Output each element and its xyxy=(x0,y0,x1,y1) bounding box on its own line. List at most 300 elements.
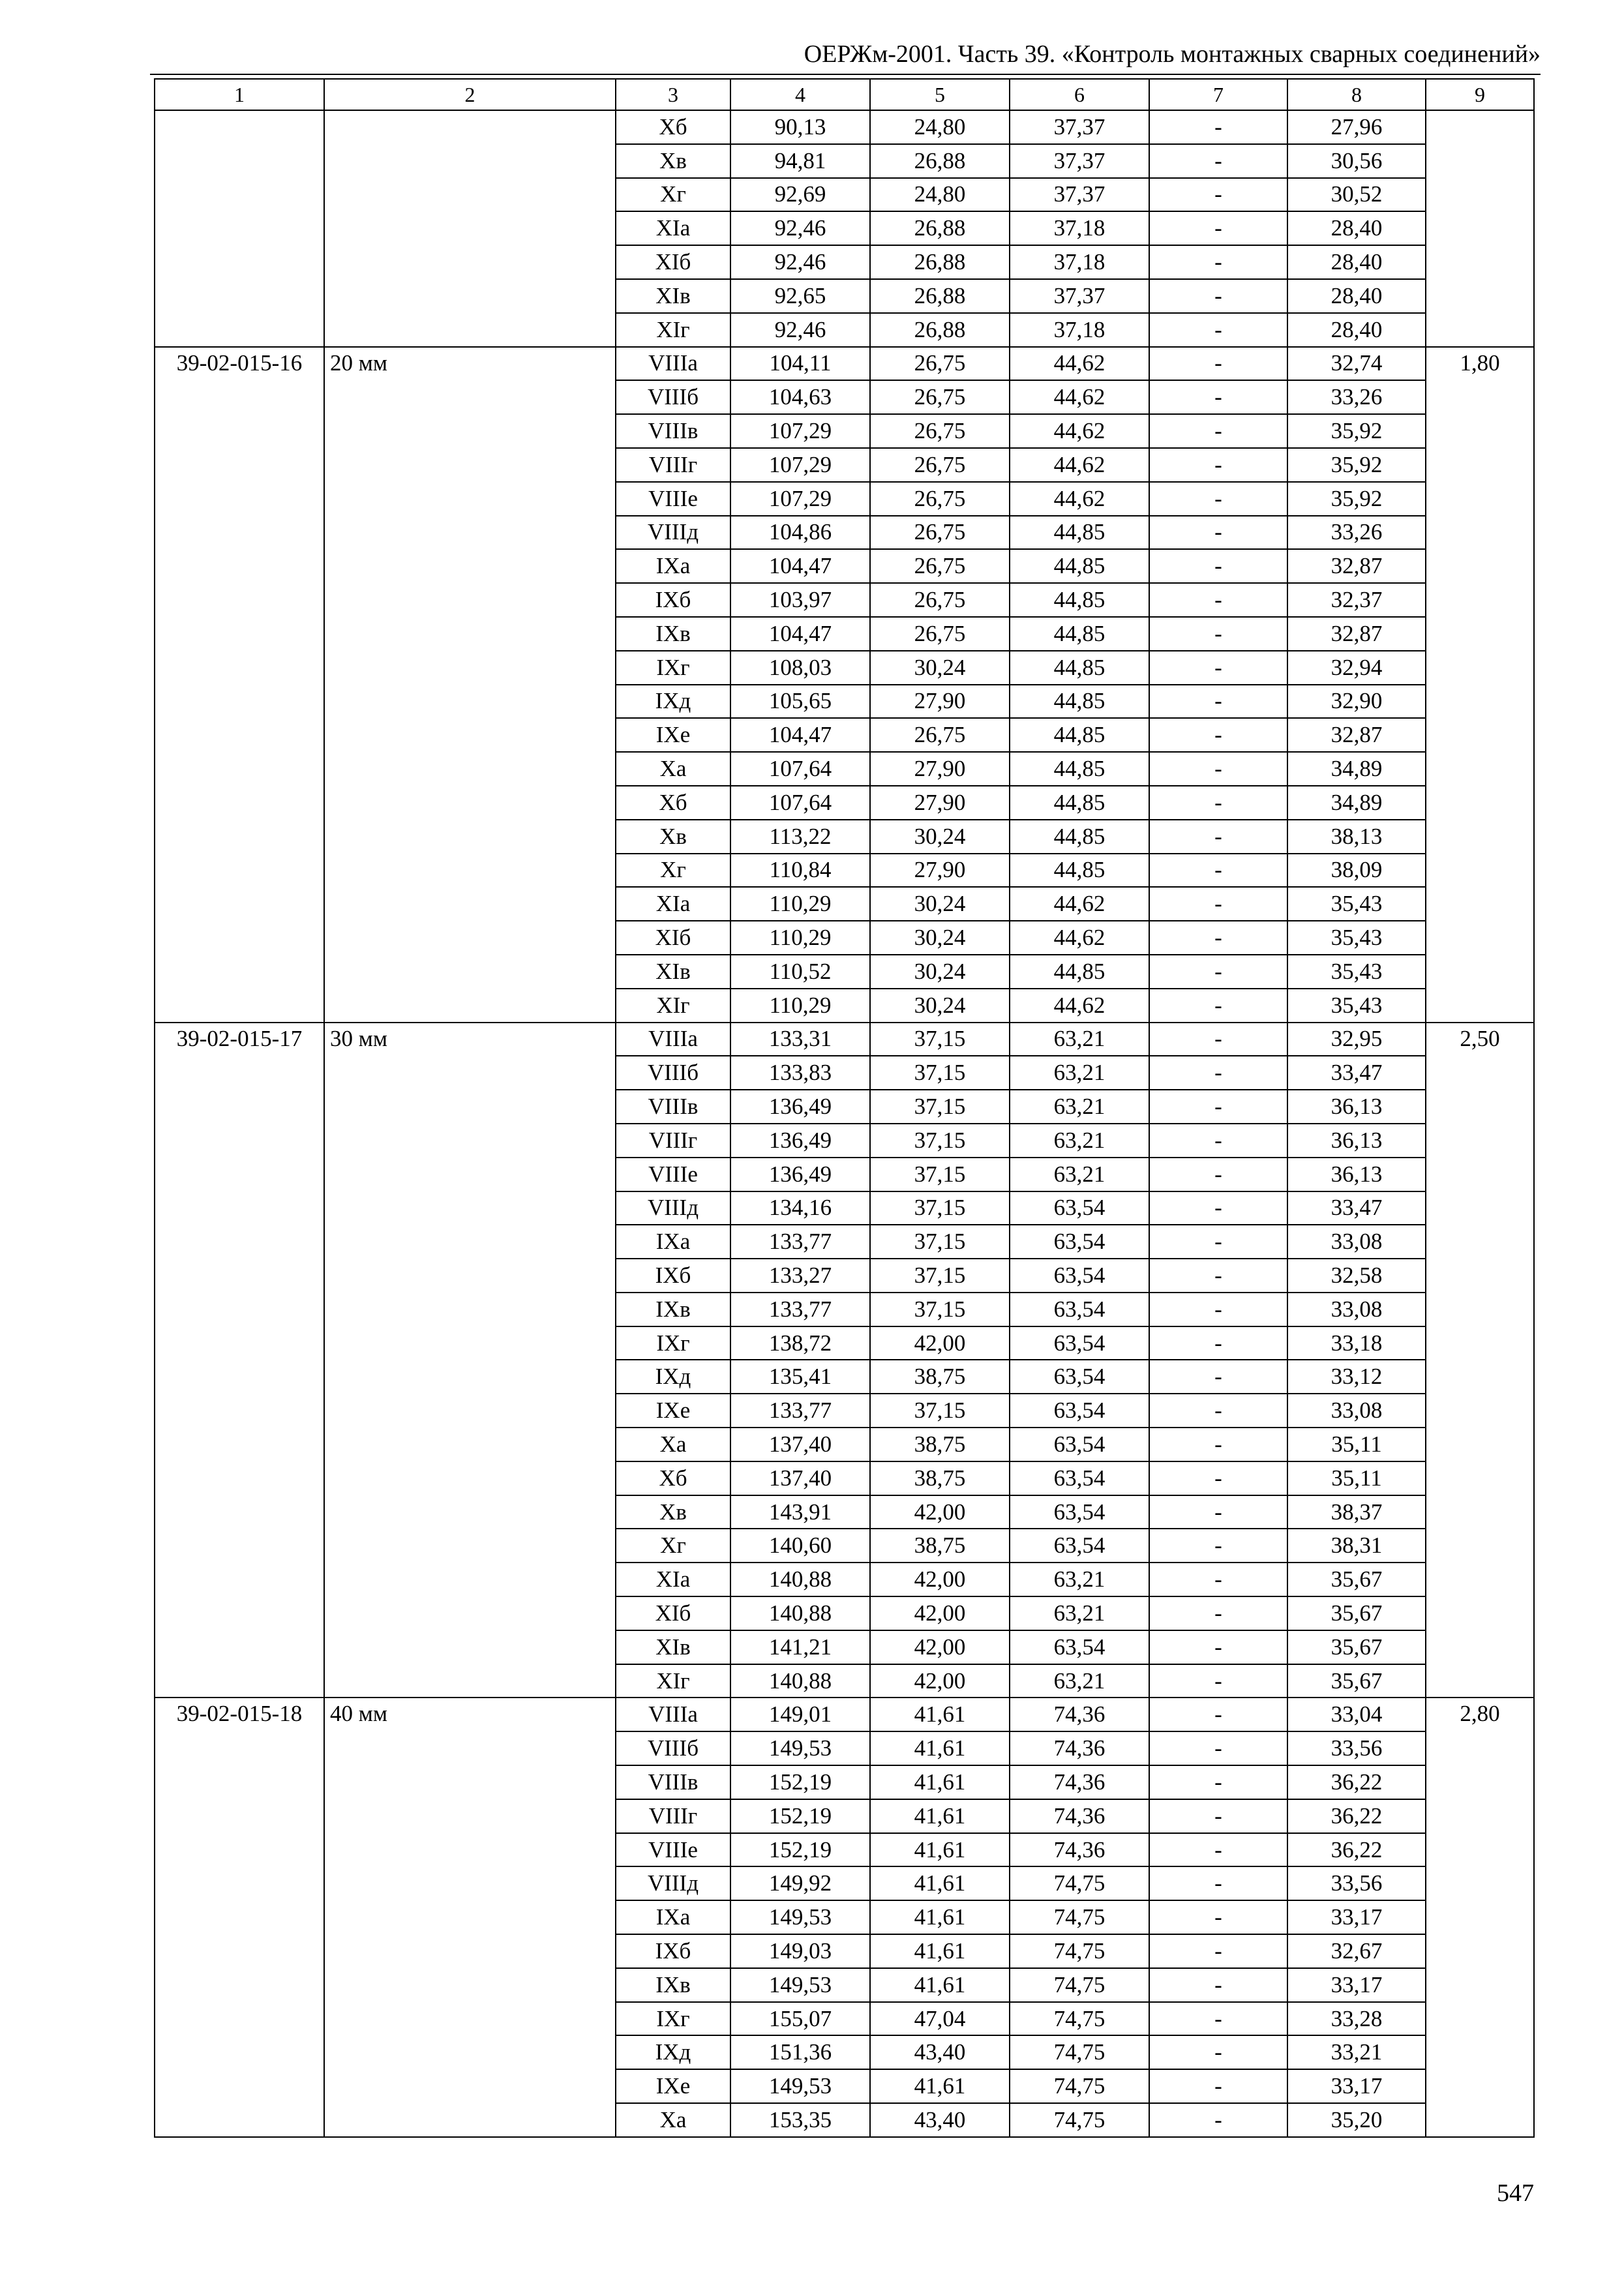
materials-cost-cell: 27,96 xyxy=(1287,110,1426,144)
operator-wage-cell: - xyxy=(1149,1428,1287,1461)
materials-cost-cell: 35,43 xyxy=(1287,955,1426,989)
labor-cost-cell: 37,15 xyxy=(870,1090,1010,1124)
thickness-cell xyxy=(324,110,616,347)
total-cost-cell: 151,36 xyxy=(730,2035,870,2069)
operator-wage-cell: - xyxy=(1149,1394,1287,1428)
category-cell: IXв xyxy=(616,617,730,651)
labor-cost-cell: 41,61 xyxy=(870,1866,1010,1900)
machine-cost-cell: 37,37 xyxy=(1010,279,1149,313)
labor-cost-cell: 26,75 xyxy=(870,380,1010,414)
labor-cost-cell: 37,15 xyxy=(870,1259,1010,1293)
operator-wage-cell: - xyxy=(1149,1630,1287,1664)
machine-cost-cell: 44,85 xyxy=(1010,786,1149,820)
labor-cost-cell: 26,88 xyxy=(870,313,1010,347)
total-cost-cell: 104,63 xyxy=(730,380,870,414)
operator-wage-cell: - xyxy=(1149,1664,1287,1698)
category-cell: IXг xyxy=(616,651,730,685)
labor-cost-cell: 30,24 xyxy=(870,820,1010,854)
column-number: 6 xyxy=(1010,79,1149,110)
table-row xyxy=(155,1698,1534,1731)
category-cell: VIIIг xyxy=(616,448,730,482)
labor-cost-cell: 41,61 xyxy=(870,1900,1010,1934)
machine-cost-cell: 63,54 xyxy=(1010,1428,1149,1461)
operator-wage-cell: - xyxy=(1149,1833,1287,1867)
labor-cost-cell: 26,88 xyxy=(870,211,1010,245)
machine-cost-cell: 44,62 xyxy=(1010,347,1149,381)
total-cost-cell: 105,65 xyxy=(730,685,870,719)
operator-wage-cell: - xyxy=(1149,1259,1287,1293)
machine-cost-cell: 74,75 xyxy=(1010,1900,1149,1934)
operator-wage-cell: - xyxy=(1149,1461,1287,1495)
materials-cost-cell: 28,40 xyxy=(1287,279,1426,313)
total-cost-cell: 107,29 xyxy=(730,448,870,482)
rate-code-cell: 39-02-015-17 xyxy=(155,1023,324,1698)
materials-cost-cell: 36,13 xyxy=(1287,1090,1426,1124)
total-cost-cell: 137,40 xyxy=(730,1461,870,1495)
machine-cost-cell: 74,75 xyxy=(1010,2069,1149,2103)
materials-cost-cell: 35,67 xyxy=(1287,1664,1426,1698)
column-number-row xyxy=(155,79,1534,110)
machine-cost-cell: 63,21 xyxy=(1010,1158,1149,1191)
machine-cost-cell: 44,85 xyxy=(1010,651,1149,685)
labor-cost-cell: 37,15 xyxy=(870,1023,1010,1056)
operator-wage-cell: - xyxy=(1149,1023,1287,1056)
operator-wage-cell: - xyxy=(1149,887,1287,921)
total-cost-cell: 103,97 xyxy=(730,583,870,617)
materials-cost-cell: 33,18 xyxy=(1287,1326,1426,1360)
category-cell: VIIIв xyxy=(616,1765,730,1799)
total-cost-cell: 92,69 xyxy=(730,178,870,212)
total-cost-cell: 149,01 xyxy=(730,1698,870,1731)
operator-wage-cell: - xyxy=(1149,1191,1287,1225)
category-cell: VIIIб xyxy=(616,1731,730,1765)
machine-cost-cell: 63,54 xyxy=(1010,1293,1149,1326)
labor-cost-cell: 26,75 xyxy=(870,617,1010,651)
labor-cost-cell: 37,15 xyxy=(870,1191,1010,1225)
machine-cost-cell: 63,54 xyxy=(1010,1461,1149,1495)
category-cell: IXв xyxy=(616,1968,730,2002)
operator-wage-cell: - xyxy=(1149,1563,1287,1596)
labor-cost-cell: 42,00 xyxy=(870,1630,1010,1664)
machine-cost-cell: 74,75 xyxy=(1010,1934,1149,1968)
materials-cost-cell: 35,11 xyxy=(1287,1428,1426,1461)
machine-cost-cell: 44,85 xyxy=(1010,955,1149,989)
operator-wage-cell: - xyxy=(1149,2035,1287,2069)
column-number: 7 xyxy=(1149,79,1287,110)
labor-cost-cell: 30,24 xyxy=(870,887,1010,921)
materials-cost-cell: 33,47 xyxy=(1287,1191,1426,1225)
machine-cost-cell: 37,37 xyxy=(1010,178,1149,212)
machine-cost-cell: 37,18 xyxy=(1010,313,1149,347)
operator-wage-cell: - xyxy=(1149,651,1287,685)
operator-wage-cell: - xyxy=(1149,178,1287,212)
labor-cost-cell: 43,40 xyxy=(870,2035,1010,2069)
labor-cost-cell: 26,88 xyxy=(870,144,1010,178)
machine-cost-cell: 63,54 xyxy=(1010,1495,1149,1529)
machine-cost-cell: 74,75 xyxy=(1010,2103,1149,2137)
operator-wage-cell: - xyxy=(1149,482,1287,516)
machine-cost-cell: 74,75 xyxy=(1010,1968,1149,2002)
total-cost-cell: 141,21 xyxy=(730,1630,870,1664)
machine-cost-cell: 63,54 xyxy=(1010,1326,1149,1360)
total-cost-cell: 136,49 xyxy=(730,1158,870,1191)
total-cost-cell: 149,53 xyxy=(730,2069,870,2103)
operator-wage-cell: - xyxy=(1149,617,1287,651)
machine-cost-cell: 44,62 xyxy=(1010,482,1149,516)
total-cost-cell: 104,47 xyxy=(730,549,870,583)
labor-cost-cell: 30,24 xyxy=(870,955,1010,989)
total-cost-cell: 110,29 xyxy=(730,887,870,921)
category-cell: XIг xyxy=(616,313,730,347)
labor-cost-cell: 41,61 xyxy=(870,1799,1010,1833)
total-cost-cell: 107,29 xyxy=(730,482,870,516)
labor-cost-cell: 27,90 xyxy=(870,786,1010,820)
materials-cost-cell: 35,92 xyxy=(1287,414,1426,448)
operator-wage-cell: - xyxy=(1149,144,1287,178)
operator-wage-cell: - xyxy=(1149,955,1287,989)
labor-cost-cell: 24,80 xyxy=(870,110,1010,144)
labor-cost-cell: 41,61 xyxy=(870,1833,1010,1867)
labor-cost-cell: 24,80 xyxy=(870,178,1010,212)
labor-cost-cell: 30,24 xyxy=(870,989,1010,1023)
machine-cost-cell: 74,75 xyxy=(1010,2002,1149,2036)
category-cell: VIIIа xyxy=(616,1698,730,1731)
total-cost-cell: 107,64 xyxy=(730,752,870,786)
category-cell: IXе xyxy=(616,1394,730,1428)
materials-cost-cell: 30,52 xyxy=(1287,178,1426,212)
category-cell: XIа xyxy=(616,887,730,921)
operator-wage-cell: - xyxy=(1149,245,1287,279)
category-cell: VIIIб xyxy=(616,1056,730,1090)
labor-cost-cell: 37,15 xyxy=(870,1394,1010,1428)
total-cost-cell: 110,29 xyxy=(730,921,870,955)
rates-table xyxy=(154,78,1535,2138)
category-cell: VIIIб xyxy=(616,380,730,414)
operator-wage-cell: - xyxy=(1149,854,1287,888)
labor-cost-cell: 26,75 xyxy=(870,718,1010,752)
machine-cost-cell: 74,36 xyxy=(1010,1833,1149,1867)
materials-cost-cell: 32,95 xyxy=(1287,1023,1426,1056)
operator-wage-cell: - xyxy=(1149,549,1287,583)
operator-wage-cell: - xyxy=(1149,211,1287,245)
category-cell: Xг xyxy=(616,178,730,212)
labor-cost-cell: 42,00 xyxy=(870,1664,1010,1698)
total-cost-cell: 104,47 xyxy=(730,718,870,752)
materials-cost-cell: 34,89 xyxy=(1287,786,1426,820)
machine-cost-cell: 63,54 xyxy=(1010,1394,1149,1428)
total-cost-cell: 113,22 xyxy=(730,820,870,854)
operator-wage-cell: - xyxy=(1149,448,1287,482)
labor-cost-cell: 26,75 xyxy=(870,448,1010,482)
operator-wage-cell: - xyxy=(1149,110,1287,144)
labor-cost-cell: 41,61 xyxy=(870,2069,1010,2103)
operator-wage-cell: - xyxy=(1149,820,1287,854)
total-cost-cell: 92,46 xyxy=(730,313,870,347)
total-cost-cell: 140,60 xyxy=(730,1529,870,1563)
labor-cost-cell: 30,24 xyxy=(870,651,1010,685)
category-cell: Xб xyxy=(616,786,730,820)
category-cell: VIIIв xyxy=(616,1090,730,1124)
category-cell: IXд xyxy=(616,2035,730,2069)
column-number: 8 xyxy=(1287,79,1426,110)
category-cell: XIв xyxy=(616,955,730,989)
materials-cost-cell: 34,89 xyxy=(1287,752,1426,786)
total-cost-cell: 90,13 xyxy=(730,110,870,144)
labor-cost-cell: 26,88 xyxy=(870,245,1010,279)
labor-cost-cell: 26,75 xyxy=(870,549,1010,583)
column-number: 9 xyxy=(1426,79,1534,110)
total-cost-cell: 107,64 xyxy=(730,786,870,820)
labor-cost-cell: 37,15 xyxy=(870,1225,1010,1259)
total-cost-cell: 149,53 xyxy=(730,1900,870,1934)
machine-cost-cell: 63,21 xyxy=(1010,1056,1149,1090)
table-row xyxy=(155,347,1534,381)
operator-wage-cell: - xyxy=(1149,516,1287,550)
operator-wage-cell: - xyxy=(1149,1934,1287,1968)
operator-wage-cell: - xyxy=(1149,921,1287,955)
page-number: 547 xyxy=(1497,2179,1534,2207)
category-cell: VIIIа xyxy=(616,1023,730,1056)
materials-cost-cell: 36,22 xyxy=(1287,1765,1426,1799)
category-cell: XIг xyxy=(616,1664,730,1698)
materials-cost-cell: 38,37 xyxy=(1287,1495,1426,1529)
labor-cost-cell: 41,61 xyxy=(870,1765,1010,1799)
table-row xyxy=(155,110,1534,144)
operator-wage-cell: - xyxy=(1149,1158,1287,1191)
column-number: 4 xyxy=(730,79,870,110)
machine-cost-cell: 44,62 xyxy=(1010,989,1149,1023)
operator-wage-cell: - xyxy=(1149,1293,1287,1326)
category-cell: XIа xyxy=(616,1563,730,1596)
rate-code-cell xyxy=(155,110,324,347)
materials-cost-cell: 33,47 xyxy=(1287,1056,1426,1090)
category-cell: IXе xyxy=(616,718,730,752)
category-cell: Xа xyxy=(616,1428,730,1461)
category-cell: IXе xyxy=(616,2069,730,2103)
operator-wage-cell: - xyxy=(1149,1360,1287,1394)
operator-wage-cell: - xyxy=(1149,1056,1287,1090)
running-header: ОЕРЖм-2001. Часть 39. «Контроль монтажных сварных соединений» xyxy=(804,40,1541,68)
total-cost-cell: 140,88 xyxy=(730,1563,870,1596)
machine-cost-cell: 37,18 xyxy=(1010,211,1149,245)
machine-cost-cell: 44,62 xyxy=(1010,380,1149,414)
labor-cost-cell: 42,00 xyxy=(870,1563,1010,1596)
category-cell: Xб xyxy=(616,110,730,144)
machine-cost-cell: 63,54 xyxy=(1010,1529,1149,1563)
materials-cost-cell: 35,67 xyxy=(1287,1563,1426,1596)
materials-cost-cell: 32,87 xyxy=(1287,617,1426,651)
materials-cost-cell: 32,87 xyxy=(1287,549,1426,583)
category-cell: IXб xyxy=(616,583,730,617)
labor-cost-cell: 41,61 xyxy=(870,1698,1010,1731)
column-number: 3 xyxy=(616,79,730,110)
category-cell: VIIIд xyxy=(616,1191,730,1225)
materials-cost-cell: 33,26 xyxy=(1287,380,1426,414)
category-cell: XIб xyxy=(616,921,730,955)
thickness-cell: 30 мм xyxy=(324,1023,616,1698)
total-cost-cell: 135,41 xyxy=(730,1360,870,1394)
labor-hours-cell: 2,50 xyxy=(1426,1023,1534,1698)
machine-cost-cell: 44,85 xyxy=(1010,752,1149,786)
operator-wage-cell: - xyxy=(1149,1799,1287,1833)
category-cell: XIв xyxy=(616,1630,730,1664)
total-cost-cell: 149,92 xyxy=(730,1866,870,1900)
labor-cost-cell: 30,24 xyxy=(870,921,1010,955)
category-cell: VIIIе xyxy=(616,1158,730,1191)
machine-cost-cell: 37,18 xyxy=(1010,245,1149,279)
category-cell: XIг xyxy=(616,989,730,1023)
materials-cost-cell: 35,20 xyxy=(1287,2103,1426,2137)
materials-cost-cell: 32,37 xyxy=(1287,583,1426,617)
labor-cost-cell: 27,90 xyxy=(870,854,1010,888)
machine-cost-cell: 63,21 xyxy=(1010,1563,1149,1596)
category-cell: IXб xyxy=(616,1259,730,1293)
category-cell: XIб xyxy=(616,1596,730,1630)
operator-wage-cell: - xyxy=(1149,1090,1287,1124)
machine-cost-cell: 44,85 xyxy=(1010,820,1149,854)
machine-cost-cell: 44,85 xyxy=(1010,549,1149,583)
total-cost-cell: 149,53 xyxy=(730,1731,870,1765)
category-cell: IXа xyxy=(616,549,730,583)
total-cost-cell: 153,35 xyxy=(730,2103,870,2137)
total-cost-cell: 108,03 xyxy=(730,651,870,685)
total-cost-cell: 143,91 xyxy=(730,1495,870,1529)
machine-cost-cell: 74,36 xyxy=(1010,1799,1149,1833)
machine-cost-cell: 44,85 xyxy=(1010,516,1149,550)
operator-wage-cell: - xyxy=(1149,1495,1287,1529)
materials-cost-cell: 28,40 xyxy=(1287,211,1426,245)
materials-cost-cell: 35,43 xyxy=(1287,887,1426,921)
labor-cost-cell: 27,90 xyxy=(870,685,1010,719)
machine-cost-cell: 63,21 xyxy=(1010,1023,1149,1056)
labor-cost-cell: 27,90 xyxy=(870,752,1010,786)
labor-cost-cell: 26,75 xyxy=(870,516,1010,550)
total-cost-cell: 92,65 xyxy=(730,279,870,313)
category-cell: IXд xyxy=(616,685,730,719)
category-cell: VIIIд xyxy=(616,516,730,550)
category-cell: VIIIв xyxy=(616,414,730,448)
category-cell: Xв xyxy=(616,1495,730,1529)
category-cell: Xв xyxy=(616,820,730,854)
category-cell: IXг xyxy=(616,1326,730,1360)
materials-cost-cell: 33,08 xyxy=(1287,1394,1426,1428)
machine-cost-cell: 63,21 xyxy=(1010,1664,1149,1698)
thickness-cell: 40 мм xyxy=(324,1698,616,2136)
materials-cost-cell: 32,90 xyxy=(1287,685,1426,719)
labor-cost-cell: 41,61 xyxy=(870,1731,1010,1765)
operator-wage-cell: - xyxy=(1149,786,1287,820)
materials-cost-cell: 33,21 xyxy=(1287,2035,1426,2069)
materials-cost-cell: 33,56 xyxy=(1287,1731,1426,1765)
machine-cost-cell: 44,62 xyxy=(1010,414,1149,448)
machine-cost-cell: 63,54 xyxy=(1010,1630,1149,1664)
total-cost-cell: 110,52 xyxy=(730,955,870,989)
operator-wage-cell: - xyxy=(1149,583,1287,617)
operator-wage-cell: - xyxy=(1149,752,1287,786)
materials-cost-cell: 33,08 xyxy=(1287,1225,1426,1259)
category-cell: IXб xyxy=(616,1934,730,1968)
materials-cost-cell: 32,58 xyxy=(1287,1259,1426,1293)
labor-cost-cell: 38,75 xyxy=(870,1428,1010,1461)
operator-wage-cell: - xyxy=(1149,1866,1287,1900)
operator-wage-cell: - xyxy=(1149,1529,1287,1563)
labor-cost-cell: 38,75 xyxy=(870,1360,1010,1394)
materials-cost-cell: 35,67 xyxy=(1287,1596,1426,1630)
operator-wage-cell: - xyxy=(1149,2103,1287,2137)
machine-cost-cell: 74,75 xyxy=(1010,2035,1149,2069)
total-cost-cell: 104,86 xyxy=(730,516,870,550)
materials-cost-cell: 33,17 xyxy=(1287,1900,1426,1934)
table-row xyxy=(155,1023,1534,1056)
materials-cost-cell: 33,17 xyxy=(1287,1968,1426,2002)
total-cost-cell: 149,03 xyxy=(730,1934,870,1968)
materials-cost-cell: 35,92 xyxy=(1287,482,1426,516)
machine-cost-cell: 44,62 xyxy=(1010,448,1149,482)
operator-wage-cell: - xyxy=(1149,685,1287,719)
materials-cost-cell: 33,56 xyxy=(1287,1866,1426,1900)
labor-hours-cell xyxy=(1426,110,1534,347)
labor-cost-cell: 38,75 xyxy=(870,1529,1010,1563)
labor-cost-cell: 26,75 xyxy=(870,482,1010,516)
category-cell: IXа xyxy=(616,1900,730,1934)
materials-cost-cell: 32,74 xyxy=(1287,347,1426,381)
category-cell: IXв xyxy=(616,1293,730,1326)
operator-wage-cell: - xyxy=(1149,380,1287,414)
materials-cost-cell: 38,09 xyxy=(1287,854,1426,888)
labor-cost-cell: 26,75 xyxy=(870,414,1010,448)
labor-cost-cell: 41,61 xyxy=(870,1968,1010,2002)
labor-cost-cell: 42,00 xyxy=(870,1326,1010,1360)
operator-wage-cell: - xyxy=(1149,313,1287,347)
machine-cost-cell: 63,21 xyxy=(1010,1090,1149,1124)
materials-cost-cell: 38,31 xyxy=(1287,1529,1426,1563)
materials-cost-cell: 36,13 xyxy=(1287,1158,1426,1191)
materials-cost-cell: 35,11 xyxy=(1287,1461,1426,1495)
machine-cost-cell: 63,54 xyxy=(1010,1360,1149,1394)
total-cost-cell: 110,84 xyxy=(730,854,870,888)
operator-wage-cell: - xyxy=(1149,1968,1287,2002)
total-cost-cell: 133,31 xyxy=(730,1023,870,1056)
operator-wage-cell: - xyxy=(1149,1731,1287,1765)
operator-wage-cell: - xyxy=(1149,279,1287,313)
total-cost-cell: 107,29 xyxy=(730,414,870,448)
total-cost-cell: 133,77 xyxy=(730,1394,870,1428)
materials-cost-cell: 33,04 xyxy=(1287,1698,1426,1731)
machine-cost-cell: 74,36 xyxy=(1010,1765,1149,1799)
labor-hours-cell: 1,80 xyxy=(1426,347,1534,1023)
labor-cost-cell: 41,61 xyxy=(870,1934,1010,1968)
machine-cost-cell: 44,85 xyxy=(1010,718,1149,752)
operator-wage-cell: - xyxy=(1149,1596,1287,1630)
machine-cost-cell: 63,54 xyxy=(1010,1191,1149,1225)
category-cell: XIв xyxy=(616,279,730,313)
category-cell: VIIIд xyxy=(616,1866,730,1900)
materials-cost-cell: 33,08 xyxy=(1287,1293,1426,1326)
total-cost-cell: 133,27 xyxy=(730,1259,870,1293)
total-cost-cell: 137,40 xyxy=(730,1428,870,1461)
machine-cost-cell: 63,21 xyxy=(1010,1124,1149,1158)
labor-cost-cell: 37,15 xyxy=(870,1124,1010,1158)
machine-cost-cell: 44,62 xyxy=(1010,921,1149,955)
total-cost-cell: 136,49 xyxy=(730,1090,870,1124)
category-cell: Xа xyxy=(616,752,730,786)
category-cell: XIа xyxy=(616,211,730,245)
total-cost-cell: 133,77 xyxy=(730,1293,870,1326)
materials-cost-cell: 28,40 xyxy=(1287,245,1426,279)
labor-cost-cell: 37,15 xyxy=(870,1056,1010,1090)
category-cell: Xг xyxy=(616,1529,730,1563)
operator-wage-cell: - xyxy=(1149,2002,1287,2036)
